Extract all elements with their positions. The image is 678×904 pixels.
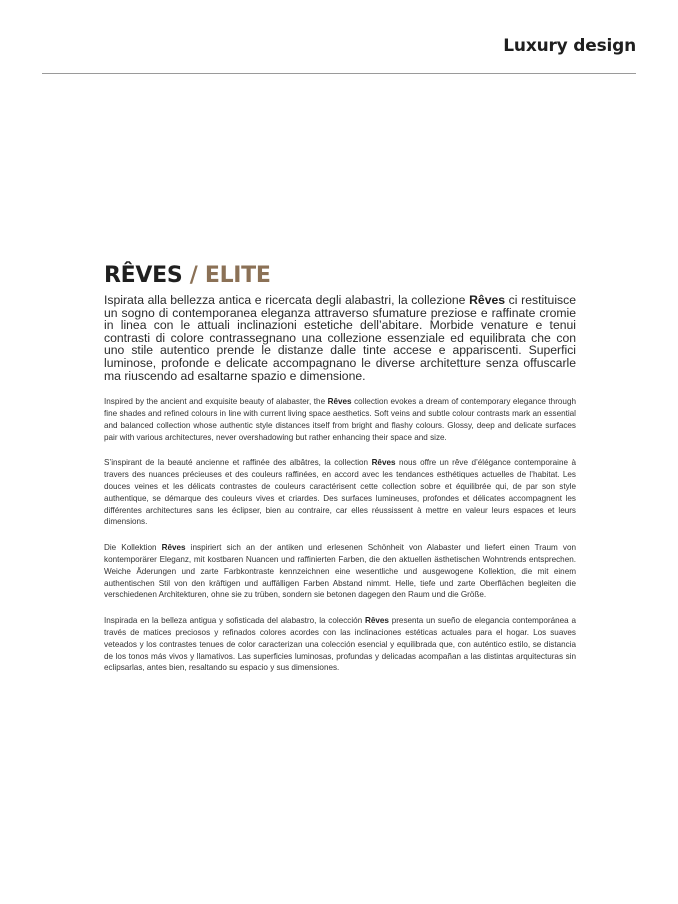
paragraph-text-before: Inspired by the ancient and exquisite beauty of alabaster, the — [104, 397, 328, 407]
paragraph-text-after: collection evokes a dream of contemporary elegance through fine shades and refined colours in line with current living space aesthetics. Soft veins and subtle colour contrasts mark an essential and balanced collection whose authentic style distances itself from bright and flashy colours. Glossy, deep and delicate surfaces pair with various architectures, never overshadowing but rather enhancing their space and size. — [104, 397, 576, 442]
brand-name: Rêves — [364, 616, 389, 626]
page-header-title: Luxury design — [503, 36, 636, 56]
paragraph-text-before: S’inspirant de la beauté ancienne et raffinée des albâtres, la collection — [104, 458, 372, 468]
description-french — [104, 457, 576, 528]
brand-name: Rêves — [469, 293, 506, 307]
brand-name: Rêves — [327, 397, 352, 407]
paragraph-text-after: inspiriert sich an der antiken und erlesenen Schönheit von Alabaster und liefert einen Traum von kontemporärer Eleganz, mit kostbaren Nuancen und raffinierten Farben, die den aktuellen ästhetischen Wohntrends entsprechen. Weiche Äderungen und zarte Farbkontraste kennzeichnen eine wesentliche und ausgewogene Kollektion, die mit einem authentischen Stil von den kräftigen und auffälligen Farben Abstand nimmt. Helle, tiefe und zarte Oberflächen begleiten die verschiedenen Architekturen, ohne sie zu trüben, sondern sie betonen dagegen den Raum und die Größe. — [104, 543, 576, 600]
collection-title — [104, 263, 576, 288]
description-german — [104, 542, 576, 601]
paragraph-text-before: Die Kollektion — [104, 543, 162, 553]
collection-name: RÊVES — [104, 263, 183, 288]
brand-name: Rêves — [161, 543, 186, 553]
description-spanish — [104, 615, 576, 674]
paragraph-text-before: Inspirada en la belleza antigua y sofisticada del alabastro, la colección — [104, 616, 365, 626]
header-divider — [42, 73, 636, 74]
brand-name: Rêves — [371, 458, 396, 468]
collection-subtitle: ELITE — [204, 263, 271, 288]
title-separator: / — [182, 263, 205, 288]
paragraph-text-after: presenta un sueño de elegancia contemporánea a través de matices preciosos y refinados colores acordes con las inclinaciones estéticas actuales para el hogar. Los suaves veteados y los contrastes tenues de color caracterizan una colección esencial y equilibrada que, con auténtico estilo, se distancia de los tonos más vivos y llamativos. Las superficies luminosas, profundas y delicadas acompañan a las distintas arquitecturas sin eclipsarlas, antes bien, resaltando su espacio y sus dimensiones. — [104, 616, 576, 673]
paragraph-text-after: ci restituisce un sogno di contemporanea eleganza attraverso sfumature preziose e raffinate cromie in linea con le attuali inclinazioni estetiche dell’abitare. Morbide venature e tenui contrasti di colore contrassegnano una collezione essenziale ed equilibrata che con uno stile autentico prende le distanze dalle tinte accese e appariscenti. Superfici luminose, profonde e delicate accompagnano le diverse architetture senza offuscarle ma riuscendo ad esaltarne spazio e dimensione. — [104, 293, 577, 383]
description-italian — [104, 294, 576, 382]
paragraph-text-before: Ispirata alla bellezza antica e ricercata degli alabastri, la collezione — [104, 293, 470, 307]
paragraph-text-after: nous offre un rêve d’élégance contemporaine à travers des nuances précieuses et des couleurs raffinées, en accord avec les tendances esthétiques actuelles de l’habitat. Les douces veines et les délicats contrastes de couleurs caractérisent cette collection sobre et équilibrée qui, de par son style authentique, se démarque des couleurs vives et criardes. Des surfaces lumineuses, profondes et délicates accompagnent les différentes architectures sans les éclipser, bien au contraire, car elles réussissent à mettre en valeur leurs espaces et leurs dimensions. — [104, 458, 576, 527]
collection-section — [104, 263, 576, 674]
description-english — [104, 396, 576, 443]
